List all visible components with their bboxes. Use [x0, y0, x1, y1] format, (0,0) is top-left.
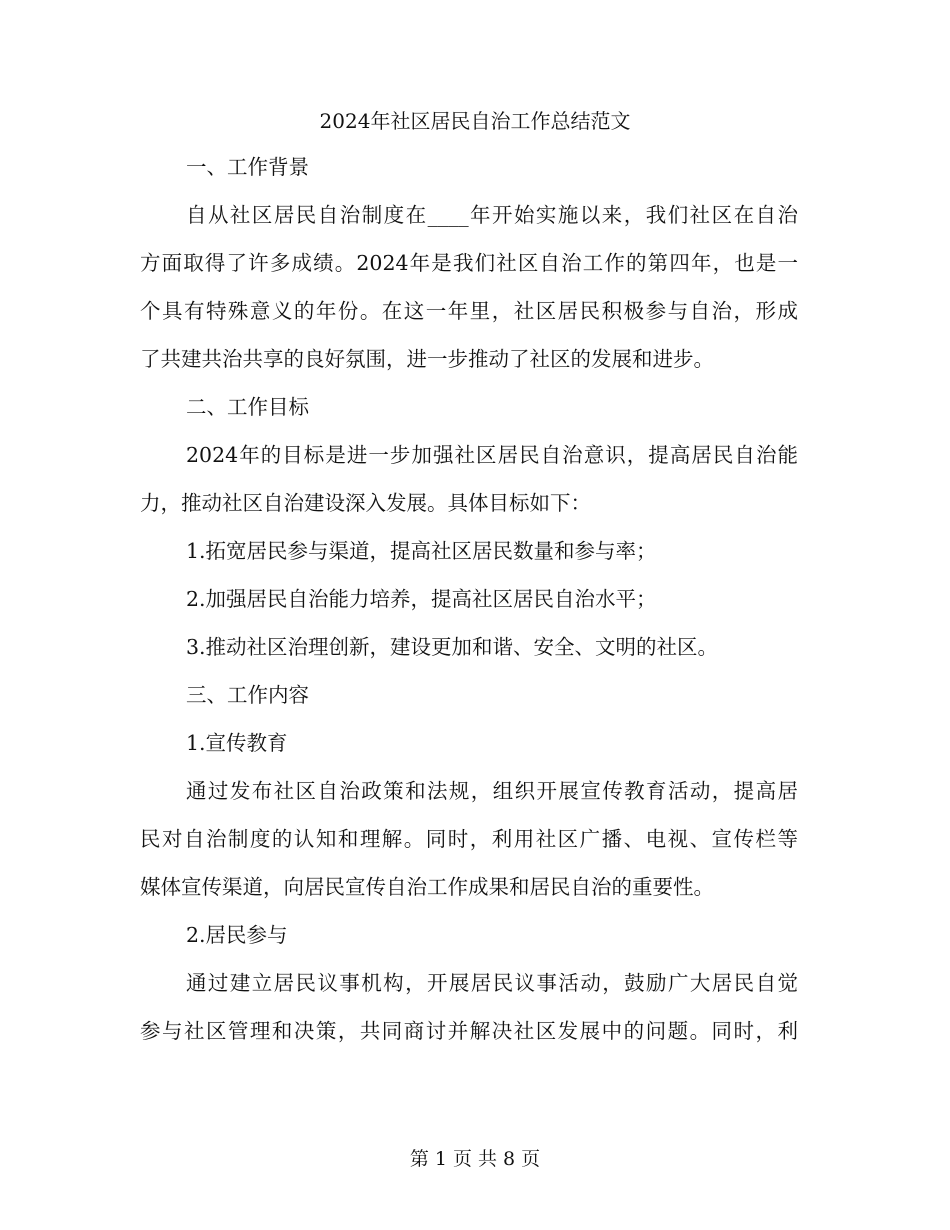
- paragraph-line: 自从社区居民自治制度在____年开始实施以来，我们社区在自治: [186, 203, 798, 227]
- document-title: 2024年社区居民自治工作总结范文: [319, 109, 631, 133]
- subsection-heading: 2.居民参与: [186, 923, 288, 947]
- goal-item: 1.拓宽居民参与渠道，提高社区居民数量和参与率；: [186, 539, 657, 563]
- paragraph-line: 通过发布社区自治政策和法规，组织开展宣传教育活动，提高居: [186, 779, 798, 803]
- paragraph-line: 媒体宣传渠道，向居民宣传自治工作成果和居民自治的重要性。: [140, 875, 714, 899]
- section-heading-goals: 二、工作目标: [186, 395, 309, 419]
- paragraph-line: 2024年的目标是进一步加强社区居民自治意识，提高居民自治能: [186, 443, 798, 467]
- paragraph-line: 了共建共治共享的良好氛围，进一步推动了社区的发展和进步。: [140, 347, 714, 371]
- paragraph-line: 方面取得了许多成绩。2024年是我们社区自治工作的第四年，也是一: [140, 251, 798, 275]
- goal-item: 2.加强居民自治能力培养，提高社区居民自治水平；: [186, 587, 657, 611]
- goal-item: 3.推动社区治理创新，建设更加和谐、安全、文明的社区。: [186, 635, 719, 659]
- paragraph-line: 参与社区管理和决策，共同商讨并解决社区发展中的问题。同时，利: [140, 1019, 798, 1043]
- paragraph-line: 通过建立居民议事机构，开展居民议事活动，鼓励广大居民自觉: [186, 971, 798, 995]
- paragraph-line: 个具有特殊意义的年份。在这一年里，社区居民积极参与自治，形成: [140, 299, 798, 323]
- section-heading-background: 一、工作背景: [186, 155, 309, 179]
- subsection-heading: 1.宣传教育: [186, 731, 288, 755]
- paragraph-line: 力，推动社区自治建设深入发展。具体目标如下：: [140, 491, 591, 515]
- paragraph-line: 民对自治制度的认知和理解。同时，利用社区广播、电视、宣传栏等: [140, 827, 798, 851]
- section-heading-content: 三、工作内容: [186, 683, 309, 707]
- page-indicator: 第 1 页 共 8 页: [409, 1148, 541, 1170]
